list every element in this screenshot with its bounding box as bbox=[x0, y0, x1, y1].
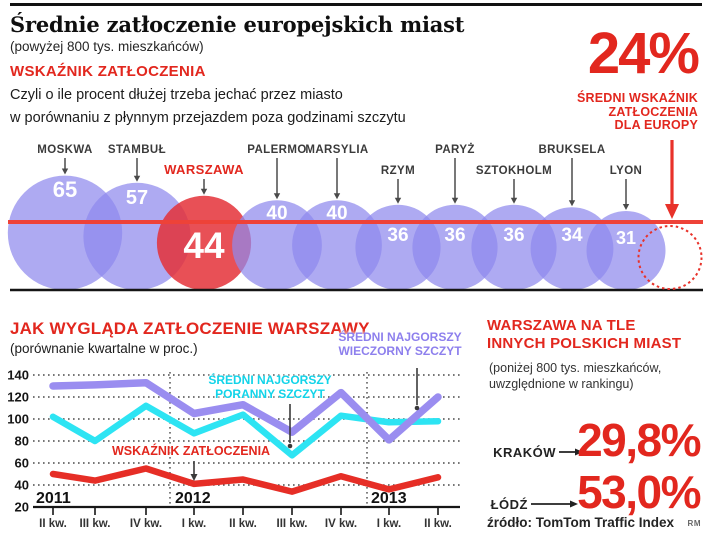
xtick-label-5: II kw. bbox=[229, 518, 257, 530]
warsaw-chart-title: JAK WYGLĄDA ZATŁOCZENIE WARSZAWY bbox=[10, 319, 370, 338]
bubble-value-lyon: 31 bbox=[615, 228, 637, 248]
xtick-label-9: II kw. bbox=[424, 518, 452, 530]
xtick-label-6: III kw. bbox=[276, 518, 308, 530]
ranking-city-lodz: ŁÓDŹ bbox=[490, 497, 528, 512]
bubble-value-warszawa: 44 bbox=[183, 225, 225, 266]
bubble-value-rzym: 36 bbox=[387, 225, 409, 246]
polish-ranking-title-line1: WARSZAWA NA TLE bbox=[487, 317, 636, 334]
ytick-label-80: 80 bbox=[14, 433, 29, 449]
city-pointer-arrow-bruksela bbox=[569, 200, 575, 206]
ranking-value-krakow: 29,8% bbox=[577, 414, 700, 466]
xtick-label-7: IV kw. bbox=[324, 518, 358, 530]
indicator-description-line2: w porównaniu z płynnym przejazdem poza godzinami szczytu bbox=[10, 109, 406, 126]
series-line-wskaźnik-zatłoczenia bbox=[53, 469, 438, 492]
city-pointer-arrow-marsylia bbox=[334, 193, 340, 199]
city-label-rzym: RZYM bbox=[380, 165, 416, 177]
legend-morning-pointer-dot bbox=[288, 444, 293, 449]
xtick-label-2: III kw. bbox=[79, 518, 111, 530]
polish-ranking-subtitle bbox=[489, 361, 661, 392]
polish-ranking-title bbox=[487, 317, 681, 352]
city-label-bruksela: BRUKSELA bbox=[538, 144, 606, 156]
ytick-label-60: 60 bbox=[14, 455, 29, 471]
ytick-label-20: 20 bbox=[14, 499, 29, 515]
ytick-label-140: 140 bbox=[7, 367, 29, 383]
city-label-sztokholm: SZTOKHOLM bbox=[475, 165, 553, 177]
city-pointer-arrow-warszawa bbox=[201, 189, 207, 195]
xtick-label-8: I kw. bbox=[376, 518, 402, 530]
city-label-warszawa: WARSZAWA bbox=[164, 162, 244, 177]
legend-evening-pointer-dot bbox=[415, 406, 420, 411]
polish-ranking-subtitle-line2: uwzględnione w rankingu) bbox=[489, 376, 634, 391]
bubble-value-stambuł: 57 bbox=[125, 187, 149, 209]
xtick-label-3: IV kw. bbox=[129, 518, 163, 530]
bubble-value-palermo: 40 bbox=[266, 203, 288, 224]
city-label-paryż: PARYŻ bbox=[435, 144, 475, 156]
ytick-label-120: 120 bbox=[7, 389, 29, 405]
bubble-value-moskwa: 65 bbox=[52, 177, 78, 202]
legend-congestion-index: WSKAŹNIK ZATŁOCZENIA bbox=[112, 444, 271, 458]
legend-morning-peak bbox=[203, 373, 337, 401]
xtick-label-1: II kw. bbox=[39, 518, 67, 530]
legend-evening-peak-line1: ŚREDNI NAJGORSZY bbox=[338, 330, 462, 344]
city-pointer-arrow-paryż bbox=[452, 198, 458, 204]
bubble-value-sztokholm: 36 bbox=[503, 225, 525, 246]
city-pointer-arrow-lyon bbox=[623, 204, 629, 210]
bubble-value-bruksela: 34 bbox=[561, 225, 583, 246]
ranking-city-krakow: KRAKÓW bbox=[493, 445, 556, 460]
legend-morning-peak-line2: PORANNY SZCZYT bbox=[215, 387, 325, 401]
europe-average-label-line1: ŚREDNI WSKAŹNIK bbox=[576, 91, 698, 105]
credit-initials: RM bbox=[687, 519, 701, 528]
europe-average-label-line3: DLA EUROPY bbox=[614, 118, 698, 132]
indicator-heading: WSKAŹNIK ZATŁOCZENIA bbox=[10, 63, 206, 80]
city-label-lyon: LYON bbox=[609, 165, 643, 177]
ytick-label-100: 100 bbox=[7, 411, 29, 427]
bubble-value-paryż: 36 bbox=[444, 225, 466, 246]
europe-average-value: 24% bbox=[587, 21, 698, 86]
xtick-label-4: I kw. bbox=[181, 518, 207, 530]
legend-evening-peak-line2: WIECZORNY SZCZYT bbox=[338, 344, 462, 358]
ranking-value-lodz: 53,0% bbox=[577, 466, 700, 518]
year-label-2012: 2012 bbox=[175, 490, 211, 507]
city-pointer-arrow-rzym bbox=[395, 198, 401, 204]
bubble-chart bbox=[8, 140, 703, 290]
warsaw-chart-subtitle: (porównanie kwartalne w proc.) bbox=[10, 341, 198, 356]
polish-ranking-subtitle-line1: (poniżej 800 tys. mieszkańców, bbox=[489, 361, 662, 375]
city-pointer-arrow-sztokholm bbox=[511, 198, 517, 204]
year-label-2013: 2013 bbox=[371, 490, 407, 507]
city-pointer-arrow-moskwa bbox=[62, 169, 68, 175]
legend-evening-peak bbox=[333, 330, 467, 358]
city-pointer-arrow-palermo bbox=[274, 193, 280, 199]
indicator-description-line1: Czyli o ile procent dłużej trzeba jechać przez miasto bbox=[10, 87, 343, 103]
legend-morning-peak-line1: ŚREDNI NAJGORSZY bbox=[208, 373, 332, 387]
page-subtitle: (powyżej 800 tys. mieszkańców) bbox=[10, 39, 204, 54]
city-label-marsylia: MARSYLIA bbox=[305, 144, 369, 156]
year-label-2011: 2011 bbox=[36, 490, 71, 507]
city-label-moskwa: MOSKWA bbox=[37, 144, 93, 156]
europe-average-label-line2: ZATŁOCZENIA bbox=[608, 104, 698, 119]
bubble-value-marsylia: 40 bbox=[326, 203, 348, 224]
page-title: Średnie zatłoczenie europejskich miast bbox=[10, 12, 465, 37]
polish-ranking-title-line2: INNYCH POLSKICH MIAST bbox=[487, 334, 682, 352]
source-note: źródło: TomTom Traffic Index bbox=[486, 515, 674, 530]
ytick-label-40: 40 bbox=[14, 477, 29, 493]
europe-average-arrow-head bbox=[665, 204, 679, 219]
city-pointer-arrow-stambuł bbox=[134, 176, 140, 182]
city-label-palermo: PALERMO bbox=[247, 144, 307, 156]
city-label-stambuł: STAMBUŁ bbox=[107, 144, 167, 156]
